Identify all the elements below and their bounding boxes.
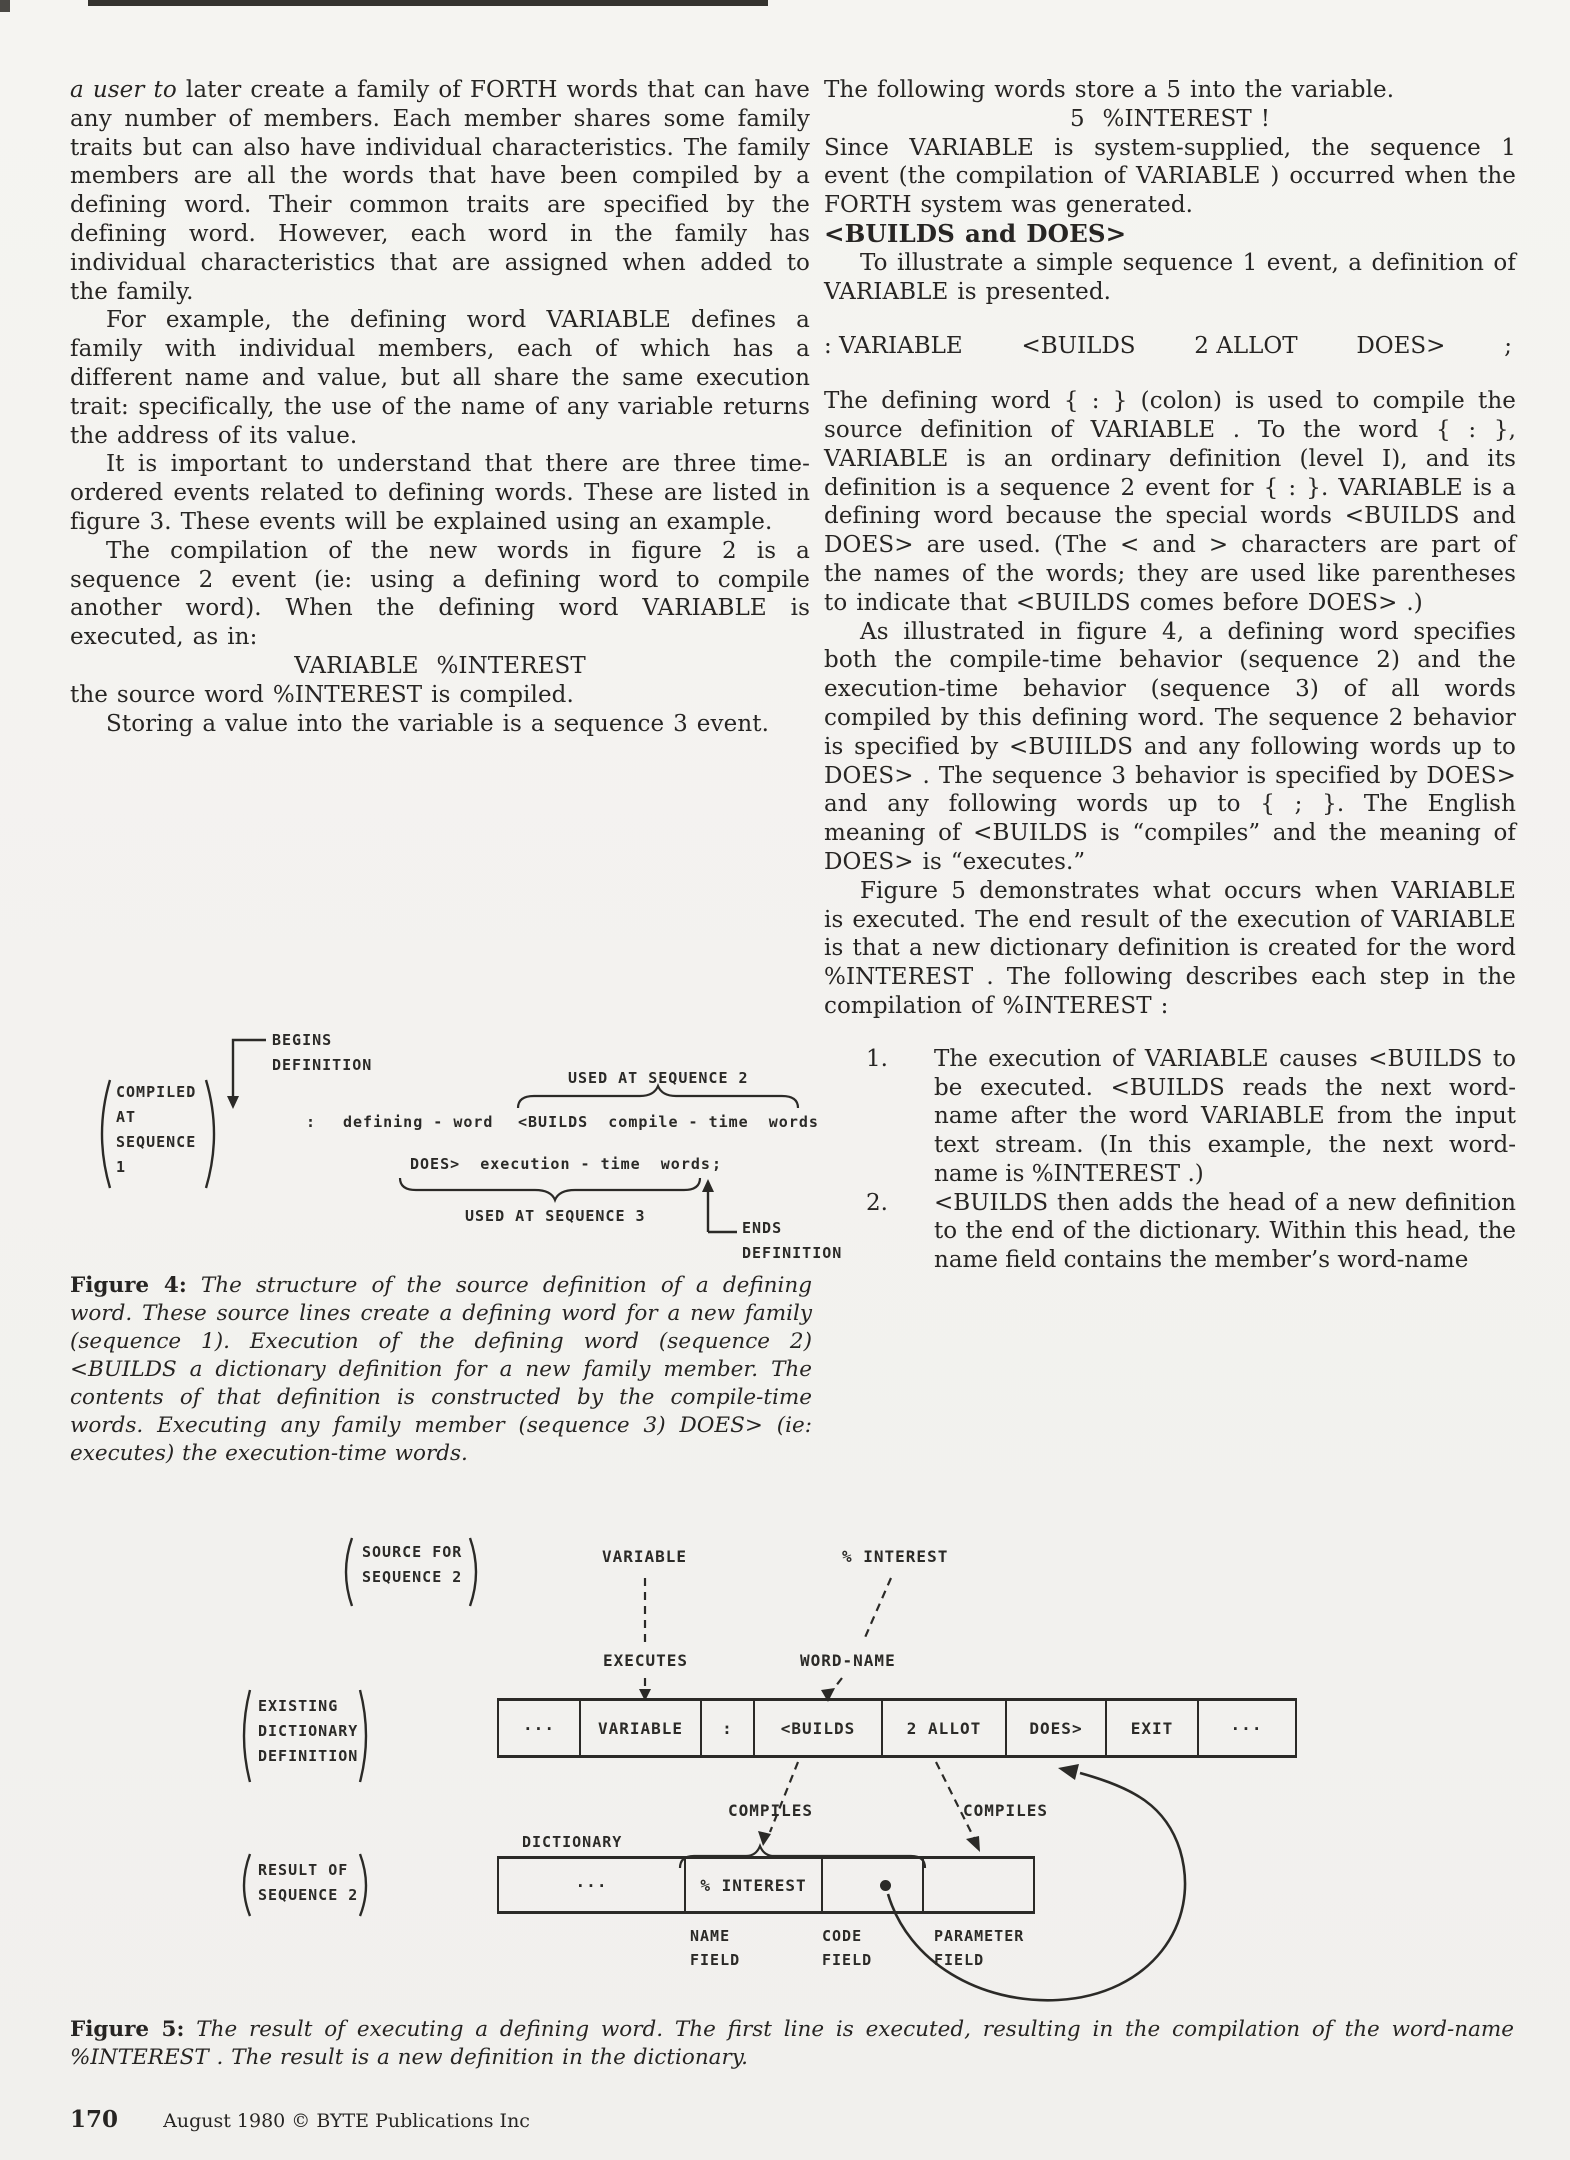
variable-label: VARIABLE (602, 1547, 688, 1566)
compiles-left-label: COMPILES (728, 1801, 814, 1820)
caption-text: The result of executing a defining word. The first line is executed, resulting in the compilation of the word-name %INTEREST . The result is a new definition in the dictionary. (70, 2017, 1515, 2070)
caption-label: Figure 4: (70, 1273, 187, 1298)
compiled-at-sequence1-label: COMPILED AT SEQUENCE 1 (116, 1083, 197, 1176)
dict-cell-code-field (823, 1859, 924, 1911)
compiles-right-arrowhead-icon (966, 1836, 980, 1852)
dict-cell: VARIABLE (581, 1701, 702, 1755)
begins-elbow-line (233, 1040, 266, 1098)
source-for-sequence2-label: SOURCE FOR SEQUENCE 2 (362, 1543, 463, 1586)
code-line (824, 332, 1516, 361)
paragraph: It is important to understand that there are three time-ordered events related to defining words. These are listed in figure 3. These events will be explained using an example. (70, 451, 810, 535)
name-field-label: NAME FIELD (690, 1927, 741, 1969)
executes-label: EXECUTES (603, 1651, 689, 1670)
percent-interest-label: % INTEREST (842, 1547, 949, 1566)
paragraph: For example, the defining word VARIABLE defines a family with individual members, each of which has a different name and value, but all share the same execution trait: specifically, the use of the name of any variable returns the address of its value. (70, 307, 810, 449)
result-dictionary-row (497, 1856, 1035, 1914)
italic-lead: a user to (70, 77, 177, 103)
dict-cell: DOES> (1007, 1701, 1107, 1755)
result-right-paren (360, 1854, 366, 1916)
caption-text: The structure of the source definition of a defining word. These source lines create a defining word for a new family (sequence 1). Execution of the defining word (sequence 2) <BUILDS a dictionary definition for a new family member. The contents of that definition is constructed by the compile-time words. Executing any family member (sequence 3) DOES> (ie: executes) the execution-time words. (70, 1273, 813, 1466)
list-number: 1. (866, 1045, 888, 1072)
does-execution-time-token: DOES> execution - time words (410, 1155, 711, 1173)
scan-corner-artifact (0, 0, 10, 12)
paragraph: The compilation of the new words in figure 2 is a sequence 2 event (ie: using a defining word to compile another word). When the defining word VARIABLE is executed, as in: (70, 537, 810, 651)
list-number: 2. (866, 1189, 888, 1216)
existing-left-paren (244, 1690, 250, 1782)
paragraph: Figure 5 demonstrates what occurs when VARIABLE is executed. The end result of the execution of VARIABLE is that a new dictionary definition is created for the word %INTEREST . The following describes each step in the compilation of %INTEREST : (824, 877, 1516, 1019)
result-of-sequence2-label: RESULT OF SEQUENCE 2 (258, 1861, 359, 1904)
paragraph: As illustrated in figure 4, a defining word specifies both the compile-time behavior (sequence 2) and the execution-time behavior (sequence 3) of all words compiled by this defining word. The sequence 2 behavior is specified by <BUIILDS and any following words up to DOES> . The sequence 3 behavior is specified by DOES> and any following words up to { ; }. The English meaning of <BUILDS is “compiles” and the meaning of DOES> is “executes.” (824, 618, 1516, 875)
paragraph: Storing a value into the variable is a sequence 3 event. (106, 710, 769, 737)
code-field-label: CODE FIELD (822, 1927, 873, 1969)
spacer (824, 1021, 1516, 1045)
paragraph-text: later create a family of FORTH words that can have any number of members. Each member shares some family traits but can also have individual characteristics. The family members are all the words that have been compiled by a defining word. Their common traits are specified by the defining word. However, each word in the family has individual characteristics that are assigned when added to the family. (70, 77, 810, 305)
source-left-paren (346, 1538, 352, 1606)
list-text: <BUILDS then adds the head of a new definition to the end of the dictionary. Within this head, the name field contains the member’s word-name (934, 1189, 1516, 1274)
code-part: : VARIABLE (824, 333, 963, 360)
existing-dictionary-row (497, 1698, 1297, 1758)
numbered-list-item (824, 1045, 1516, 1189)
used-at-sequence3-label: USED AT SEQUENCE 3 (465, 1207, 646, 1225)
builds-compile-time-token: <BUILDS compile - time words (518, 1113, 819, 1131)
code-field-pointer-dot (880, 1880, 891, 1891)
begins-definition-label: BEGINS DEFINITION (272, 1031, 373, 1074)
compiles-right-label: COMPILES (963, 1801, 1049, 1820)
left-column (70, 76, 810, 738)
numbered-list-item (824, 1189, 1516, 1275)
existing-dictionary-definition-label: EXISTING DICTIONARY DEFINITION (258, 1697, 359, 1765)
wordname-arrow-dash (832, 1678, 842, 1691)
dict-cell: 2 ALLOT (883, 1701, 1007, 1755)
paragraph: To illustrate a simple sequence 1 event, a definition of VARIABLE is presented. (824, 249, 1516, 305)
paragraph: The following words store a 5 into the variable. (824, 77, 1395, 103)
word-name-label: WORD-NAME (800, 1651, 896, 1670)
ends-definition-label: ENDS DEFINITION (742, 1219, 843, 1262)
dict-cell: : (702, 1701, 755, 1755)
dict-cell: ··· (499, 1701, 581, 1755)
fig4-left-paren (102, 1080, 110, 1188)
result-left-paren (244, 1854, 250, 1916)
parameter-field-label: PARAMETER FIELD (934, 1927, 1025, 1969)
code-part: ; (1504, 333, 1512, 360)
right-column (824, 76, 1516, 1275)
paragraph: Since VARIABLE is system-supplied, the sequence 1 event (the compilation of VARIABLE ) occurred when the FORTH system was generated. (824, 134, 1516, 219)
paragraph: The defining word { : } (colon) is used to compile the source definition of VARIABLE . To the word { : }, VARIABLE is an ordinary definition (level I), and its definition is a sequence 2 event for { : }. VARIABLE is a defining word because the special words <BUILDS and DOES> are used. (The < and > characters are part of the names of the words; they are used like parentheses to indicate that <BUILDS comes before DOES> .) (824, 388, 1516, 616)
code-line: 5 %INTEREST ! (1069, 105, 1271, 132)
source-right-paren (470, 1538, 476, 1606)
code-part: <BUILDS (1021, 333, 1136, 360)
dict-cell: EXIT (1107, 1701, 1199, 1755)
caption-label: Figure 5: (70, 2017, 185, 2042)
dict-cell-parameter-field (924, 1859, 1032, 1911)
page-footer (70, 2106, 530, 2133)
dictionary-label: DICTIONARY (522, 1833, 623, 1851)
semicolon-token: ; (712, 1155, 723, 1173)
interest-wordname-dash (863, 1578, 891, 1642)
page-number: 170 (70, 2106, 119, 2133)
figure4-caption (70, 1272, 812, 1468)
figure5-caption (70, 2016, 1514, 2072)
fig4-right-paren (206, 1080, 214, 1188)
used-at-sequence2-label: USED AT SEQUENCE 2 (568, 1069, 749, 1087)
section-heading: <BUILDS and DOES> (824, 218, 1127, 248)
defining-word-token: defining - word (343, 1113, 494, 1131)
fig4-underbrace (400, 1178, 700, 1200)
compiles-left-arrowhead-icon (758, 1831, 771, 1846)
ends-arrowhead-icon (702, 1179, 714, 1192)
begins-arrowhead-icon (227, 1096, 239, 1109)
code-line: VARIABLE %INTEREST (294, 652, 586, 679)
scan-edge-artifact (88, 0, 768, 6)
existing-right-paren (360, 1690, 366, 1782)
dict-cell: ··· (499, 1859, 686, 1911)
curve-arrowhead-icon (1058, 1764, 1079, 1780)
paragraph (70, 76, 810, 306)
dict-cell: ··· (1230, 1718, 1263, 1738)
dict-cell: % INTEREST (686, 1859, 823, 1911)
code-part: 2 ALLOT (1194, 333, 1298, 360)
dict-cell: <BUILDS (755, 1701, 883, 1755)
list-text: The execution of VARIABLE causes <BUILDS to be executed. <BUILDS reads the next word-name after the word VARIABLE from the input text stream. (In this example, the next word-name is %INTEREST .) (934, 1045, 1516, 1187)
paragraph: the source word %INTEREST is compiled. (70, 681, 574, 708)
colon-token: : (306, 1113, 317, 1131)
footer-credit: August 1980 © BYTE Publications Inc (163, 2110, 530, 2132)
code-part: DOES> (1356, 333, 1446, 360)
